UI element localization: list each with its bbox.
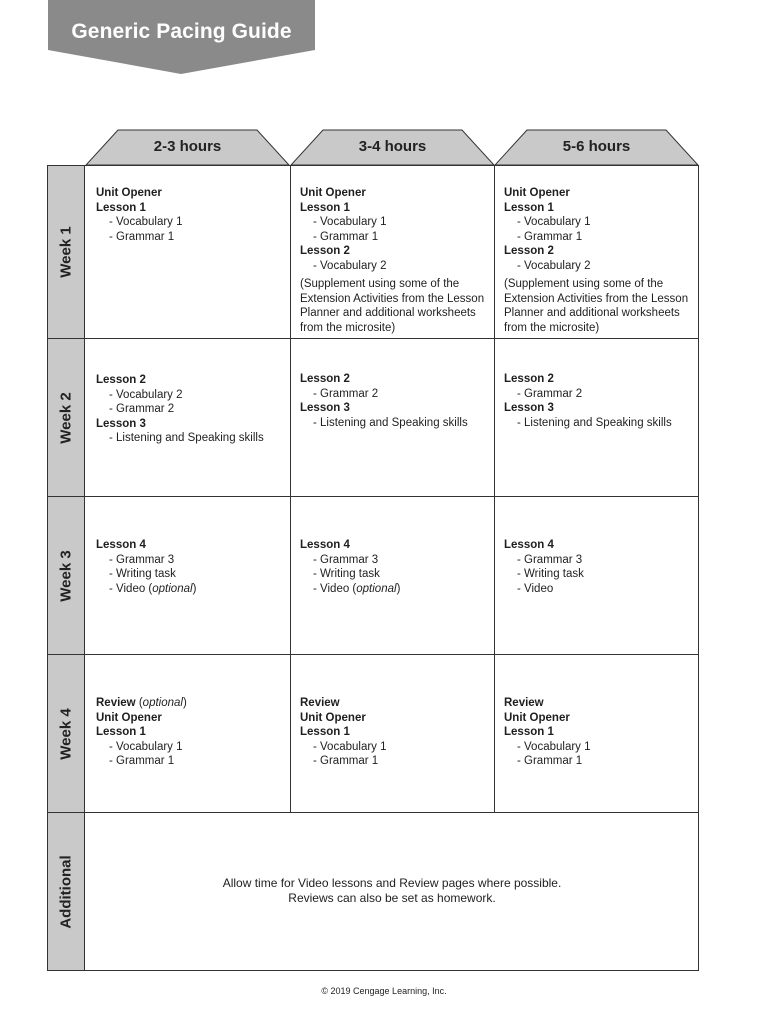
cell-heading: Unit Opener [96,711,162,724]
column-header-label: 3-4 hours [358,138,427,155]
cell-heading: Lesson 3 [504,402,554,414]
row-label-text: Week 1 [57,226,75,278]
cell-week3-5-6-hours [504,538,692,596]
cell-heading: Lesson 2 [504,245,554,257]
cell-item: - Grammar 1 [313,230,379,243]
cell-week2-3-4-hours [300,372,488,430]
copyright-footer: © 2019 Cengage Learning, Inc. [321,986,447,996]
cell-heading: Lesson 1 [504,726,554,738]
row-divider [47,654,699,655]
cell-item: - Vocabulary 2 [313,259,387,272]
row-divider [47,812,699,813]
cell-heading: Unit Opener [96,187,162,199]
cell-item: - Grammar 3 [517,553,583,566]
cell-heading: Unit Opener [504,711,570,724]
cell-heading: Review [504,697,544,709]
row-label-text: Week 4 [57,707,75,760]
cell-heading: Lesson 2 [300,373,350,385]
cell-item: - Listening and Speaking skills [313,416,468,429]
cell-item: - Vocabulary 1 [313,216,387,228]
row-label-text: Week 2 [57,391,75,444]
column-header-label: 2-3 hours [153,138,222,155]
cell-item: - Vocabulary 1 [517,216,591,228]
row-label-text: Additional [57,854,75,929]
cell-heading: Lesson 3 [96,417,146,430]
cell-heading: Lesson 1 [96,726,146,738]
cell-item: - Listening and Speaking skills [109,432,264,444]
row-label-additional [47,812,85,971]
cell-item: - Grammar 1 [517,755,583,767]
cell-item: - Grammar 1 [517,230,583,243]
cell-item: - Grammar 1 [109,230,175,243]
cell-heading: Unit Opener [300,187,366,199]
cell-additional [86,876,698,906]
cell-week1-5-6-hours [504,186,692,335]
cell-heading: Lesson 1 [504,201,554,214]
row-label-week-1 [47,165,85,339]
cell-week1-3-4-hours [300,186,488,335]
cell-item: - Grammar 1 [313,755,379,767]
cell-item: - Video [517,582,554,595]
cell-item: - Grammar 3 [313,553,379,566]
cell-item: - Vocabulary 1 [313,740,387,753]
cell-heading: Lesson 2 [96,374,146,386]
column-header-label: 5-6 hours [562,138,631,155]
cell-heading: Lesson 2 [300,245,350,257]
cell-week3-3-4-hours [300,538,488,596]
cell-item: - Vocabulary 1 [517,740,591,753]
cell-heading: Lesson 4 [300,539,350,551]
cell-heading: Lesson 4 [96,539,146,551]
cell-heading: Review (optional) [96,697,187,709]
cell-heading: Lesson 2 [504,373,554,385]
column-header-3 [494,129,699,166]
cell-item: - Writing task [517,568,584,580]
cell-heading: Review [300,697,340,709]
additional-line: Allow time for Video lessons and Review pages where possible. [222,876,562,890]
cell-week1-2-3-hours [96,186,284,244]
cell-heading: Lesson 4 [504,539,554,551]
title-banner [48,0,315,74]
cell-week4-5-6-hours [504,696,692,769]
cell-item: - Vocabulary 2 [109,388,183,401]
row-divider [47,338,699,339]
additional-line: Reviews can also be set as homework. [288,891,496,905]
column-header-2 [290,129,495,166]
cell-week2-5-6-hours [504,372,692,430]
cell-week4-3-4-hours [300,696,488,769]
cell-item: - Grammar 3 [109,553,175,566]
cell-item: - Writing task [313,568,380,580]
cell-item: - Video (optional) [313,582,401,595]
cell-heading: Lesson 1 [96,201,146,214]
row-label-text: Week 3 [57,549,75,602]
cell-item: - Vocabulary 1 [109,740,183,753]
row-label-week-2 [47,338,85,497]
cell-item: - Vocabulary 1 [109,216,183,228]
cell-note: (Supplement using some of the Extension Activities from the Lesson Planner and additional worksheets from the microsite) [300,278,485,334]
cell-heading: Lesson 1 [300,726,350,738]
cell-week3-2-3-hours [96,538,284,596]
cell-item: - Listening and Speaking skills [517,416,672,429]
cell-item: - Video (optional) [109,582,197,595]
cell-item: - Grammar 2 [109,403,175,415]
column-divider [290,165,291,812]
cell-item: - Writing task [109,568,176,580]
column-header-1 [85,129,290,166]
cell-heading: Unit Opener [300,711,366,724]
cell-week2-2-3-hours [96,373,284,446]
page-title: Generic Pacing Guide [71,20,292,43]
cell-item: - Grammar 2 [517,387,583,400]
cell-item: - Vocabulary 2 [517,259,591,272]
cell-week4-2-3-hours [96,696,284,769]
cell-item: - Grammar 2 [313,387,379,400]
cell-heading: Lesson 1 [300,201,350,214]
column-divider [494,165,495,812]
cell-heading: Unit Opener [504,187,570,199]
row-divider [47,496,699,497]
row-label-week-4 [47,654,85,813]
row-label-week-3 [47,496,85,655]
cell-note: (Supplement using some of the Extension Activities from the Lesson Planner and additional worksheets from the microsite) [504,278,689,334]
cell-item: - Grammar 1 [109,755,175,767]
cell-heading: Lesson 3 [300,402,350,414]
